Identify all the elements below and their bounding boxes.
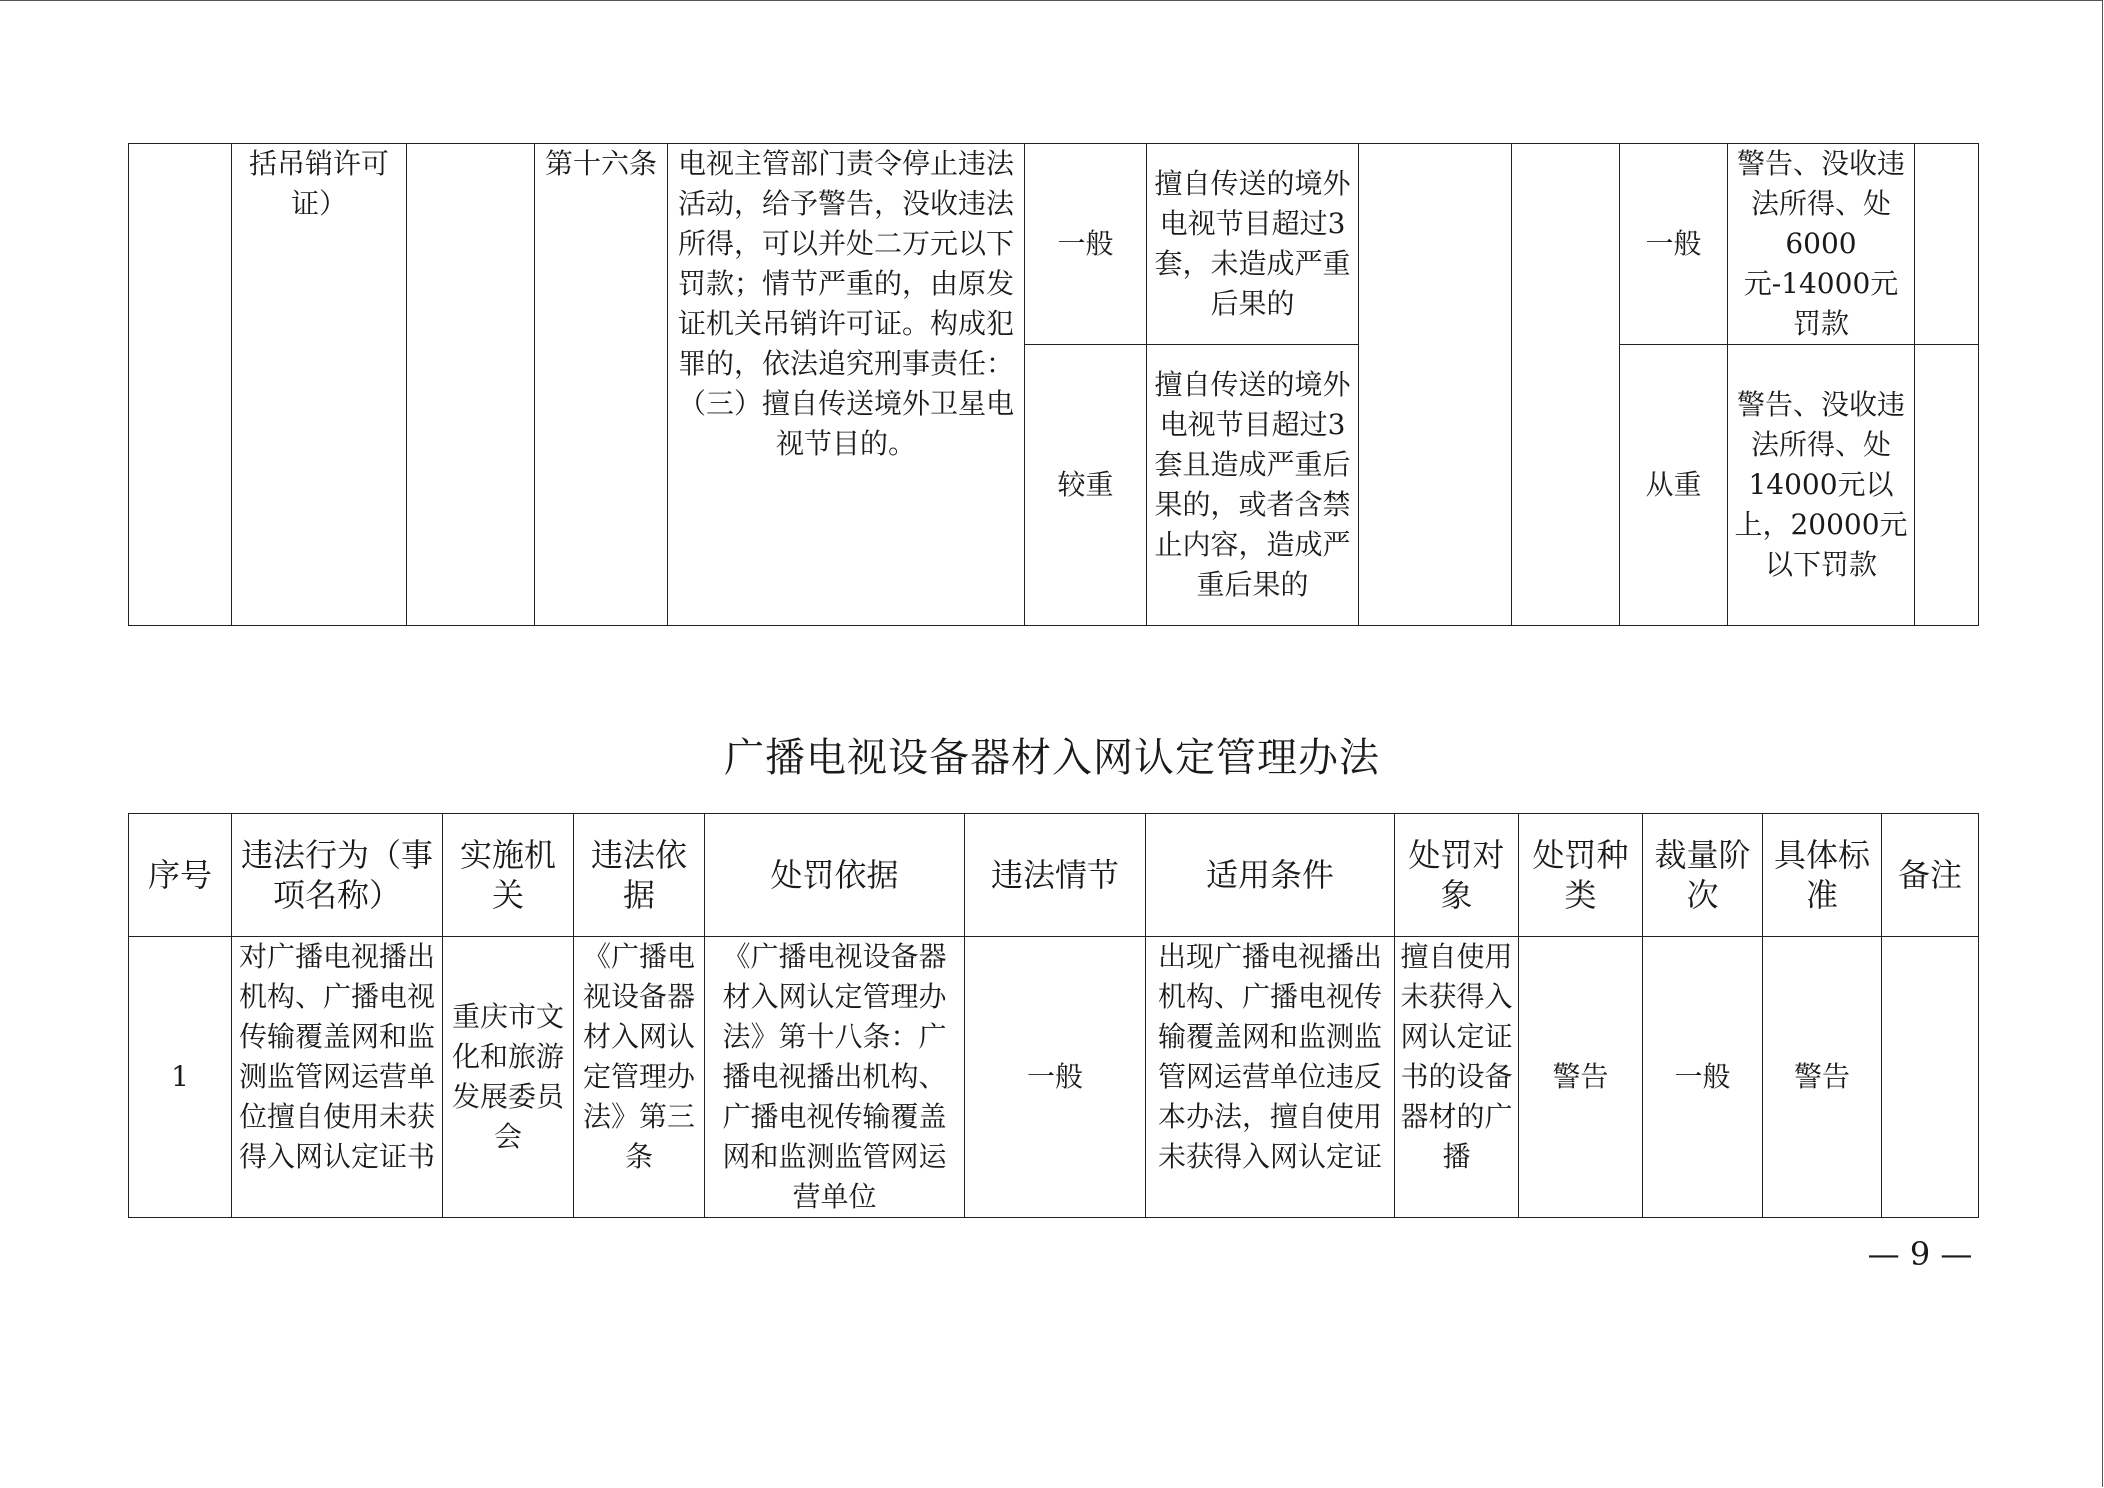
header-cell: 处罚种类: [1519, 814, 1643, 937]
agency-cell: 重庆市文化和旅游发展委员会: [443, 937, 574, 1218]
discretion-cell: 一般: [1643, 937, 1763, 1218]
discretion-cell: 一般: [1620, 144, 1728, 345]
header-cell: 备注: [1882, 814, 1979, 937]
remark-cell: [1882, 937, 1979, 1218]
header-cell: 处罚对象: [1395, 814, 1519, 937]
header-cell: 违法行为（事项名称）: [232, 814, 443, 937]
legal-basis-cell: 《广播电视设备器材入网认定管理办法》第三条: [574, 937, 705, 1218]
remark-cell: [1915, 345, 1979, 626]
condition-cell: 出现广播电视播出机构、广播电视传输覆盖网和监测监管网运营单位违反本办法，擅自使用未获得入网认定证: [1146, 937, 1395, 1218]
circumstance-cell: 一般: [1025, 144, 1147, 345]
standard-cell: 警告、没收违法所得、处6000元-14000元罚款: [1728, 144, 1915, 345]
condition-cell: 擅自传送的境外电视节目超过3套且造成严重后果的，或者含禁止内容，造成严重后果的: [1147, 345, 1359, 626]
penalty-type-cell: [1512, 144, 1620, 626]
target-cell: 擅自使用未获得入网认定证书的设备器材的广播: [1395, 937, 1519, 1218]
remark-cell: [1915, 144, 1979, 345]
header-cell: 违法依据: [574, 814, 705, 937]
header-cell: 违法情节: [965, 814, 1146, 937]
header-cell: 实施机关: [443, 814, 574, 937]
header-cell: 裁量阶次: [1643, 814, 1763, 937]
violation-name-cell: 对广播电视播出机构、广播电视传输覆盖网和监测监管网运营单位擅自使用未获得入网认定证书: [232, 937, 443, 1218]
header-cell: 适用条件: [1146, 814, 1395, 937]
header-cell: 序号: [129, 814, 232, 937]
circumstance-cell: 一般: [965, 937, 1146, 1218]
continued-penalty-table: [128, 143, 1979, 626]
circumstance-cell: 较重: [1025, 345, 1147, 626]
penalty-table: [128, 813, 1979, 1218]
agency-cell: [407, 144, 535, 626]
table-row: [129, 937, 1979, 1218]
table-header-row: [129, 814, 1979, 937]
header-cell: 处罚依据: [705, 814, 965, 937]
violation-name-cell: 括吊销许可证）: [232, 144, 407, 626]
penalty-basis-cell: 电视主管部门责令停止违法活动，给予警告，没收违法所得，可以并处二万元以下罚款；情节严重的，由原发证机关吊销许可证。构成犯罪的，依法追究刑事责任：（三）擅自传送境外卫星电视节目的。: [668, 144, 1025, 626]
target-cell: [1359, 144, 1512, 626]
section-title: 广播电视设备器材入网认定管理办法: [724, 735, 1380, 781]
sequence-cell: [129, 144, 232, 626]
condition-cell: 擅自传送的境外电视节目超过3套，未造成严重后果的: [1147, 144, 1359, 345]
standard-cell: 警告: [1763, 937, 1882, 1218]
sequence-cell: 1: [129, 937, 232, 1218]
discretion-cell: 从重: [1620, 345, 1728, 626]
standard-cell: 警告、没收违法所得、处14000元以上，20000元以下罚款: [1728, 345, 1915, 626]
penalty-type-cell: 警告: [1519, 937, 1643, 1218]
header-cell: 具体标准: [1763, 814, 1882, 937]
penalty-basis-cell: 《广播电视设备器材入网认定管理办法》第十八条：广播电视播出机构、广播电视传输覆盖网和监测监管网运营单位: [705, 937, 965, 1218]
legal-basis-cell: 第十六条: [535, 144, 668, 626]
page-number: — 9 —: [1867, 1235, 1973, 1273]
